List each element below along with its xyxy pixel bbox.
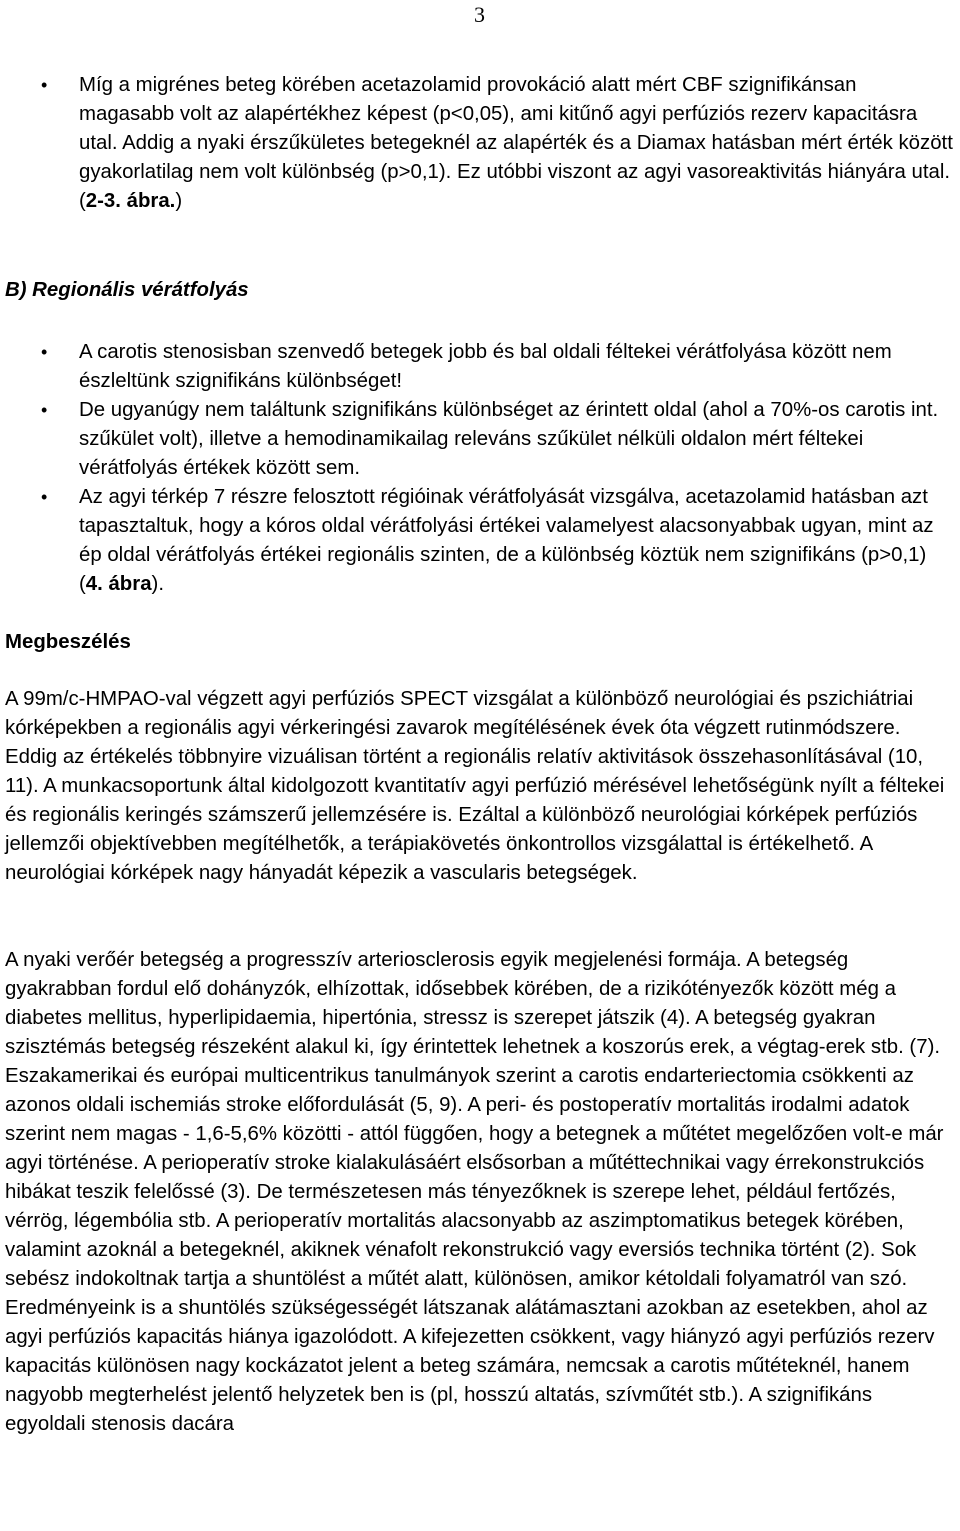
page-number: 3 (474, 2, 485, 27)
figure-reference: 2-3. ábra. (85, 190, 176, 212)
bullet-text: A carotis stenosisban szenvedő betegek jobb és bal oldali féltekei vérátfolyása között nem észleltünk szignifikáns különbséget! (79, 341, 892, 392)
bullet-text: Az agyi térkép 7 részre felosztott régióinak vérátfolyását vizsgálva, acetazolamid hatásban azt tapasztaltuk, hogy a kóros oldal vérátfolyási értékei valamelyest alacsonyabbak ugyan, mint az ép oldal vérátfolyás értékei regionális szinten, de a különbség köztük nem szignifikáns (p>0,1) ( (79, 486, 934, 595)
bullet-text-end: ) (175, 190, 183, 212)
bullet-icon: • (41, 400, 48, 420)
result-list-b (0, 338, 955, 599)
section-heading-discussion: Megbeszélés (5, 631, 131, 653)
bullet-icon: • (41, 342, 48, 362)
list-item (0, 396, 955, 483)
bullet-text: De ugyanúgy nem találtunk szignifikáns különbséget az érintett oldal (ahol a 70%-os carotis int. szűkület volt), illetve a hemodinamikailag releváns szűkület nélküli oldalon mért féltekei vérátfolyás értékek között sem. (79, 399, 939, 479)
discussion-paragraph-2: A nyaki verőér betegség a progresszív arteriosclerosis egyik megjelenési formája. A betegség gyakrabban fordul elő dohányzók, elhízottak, idősebbek körében, de a rizikótényezők között még a diabetes mellitus, hyperlipidaemia, hipertónia, stressz is szerepet játszik (4). A betegség gyakran szisztémás betegség részeként alakul ki, így érintettek lehetnek a koszorús erek, a végtag-erek stb. (7). Eszakamerikai és európai multicentrikus tanulmányok szerint a carotis endarteriectomia csökkenti az azonos oldali ischemiás stroke előfordulását (5, 9). A peri- és postoperatív mortalitás irodalmi adatok szerint nem magas - 1,6-5,6% közötti - attól függően, hogy a betegnek a műtétet megelőzően volt-e már agyi történése. A perioperatív stroke kialakulásáért elsősorban a műtéttechnikai vagy érrekonstrukciós hibákat teszik felelőssé (3). De természetesen más tényezőknek is szerepe lehet, például fertőzés, vérrög, légembólia stb. A perioperatív mortalitás alacsonyabb az aszimptomatikus betegek körében, valamint azoknál a betegeknél, akiknek vénafolt rekonstrukció vagy eversiós technika történt (2). Sok sebész indokoltnak tartja a shuntölést a műtét alatt, különösen, amikor kétoldali folyamatról van szó. Eredményeink is a shuntölés szükségességét látszanak alátámasztani azokban az esetekben, ahol az agyi perfúziós kapacitás hiánya igazolódott. A kifejezetten csökkent, vagy hiányzó agyi perfúziós rezerv kapacitás különösen nagy kockázatot jelent a beteg számára, nemcsak a carotis műtéteknél, hanem nagyobb megterhelést jelentő helyzetek ben is (pl, hosszú altatás, szívműtét stb.). A szignifikáns egyoldali stenosis dacára (5, 949, 944, 1435)
section-heading-regional: B) Regionális vérátfolyás (5, 279, 249, 301)
bullet-icon: • (41, 487, 48, 507)
discussion-paragraph-1: A 99m/c-HMPAO-val végzett agyi perfúziós SPECT vizsgálat a különböző neurológiai és pszichiátriai kórképekben a regionális agyi vérkeringési zavarok megítélésének évek óta végzett rutinmódszere. Eddig az értékelés többnyire vizuálisan történt a regionális relatív aktivitások összehasonlításával (10, 11). A munkacsoportunk által kidolgozott kvantitatív agyi perfúzió mérésével lehetőségünk nyílt a féltekei és regionális keringés számszerű jellemzésére is. Ezáltal a különböző neurológiai kórképek perfúziós jellemzői objektívebben megítélhetők, a terápiakövetés önkontrollos vizsgálattal is értékelhető. A neurológiai kórképek nagy hányadát képezik a vascularis betegségek. (5, 688, 945, 884)
result-list-a (0, 71, 955, 216)
bullet-icon: • (41, 75, 48, 95)
list-item (0, 338, 955, 396)
figure-reference: 4. ábra (85, 573, 152, 595)
bullet-text-end: ). (151, 573, 165, 595)
list-item (0, 483, 955, 599)
list-item (0, 71, 955, 216)
bullet-text: Míg a migrénes beteg körében acetazolamid provokáció alatt mért CBF szignifikánsan magasabb volt az alapértékhez képest (p<0,05), ami kitűnő agyi perfúziós rezerv kapacitásra utal. Addig a nyaki érszűkületes betegeknél az alapérték és a Diamax hatásban mért érték között gyakorlatilag nem volt különbség (p>0,1). Ez utóbbi viszont az agyi vasoreaktivitás hiányára utal. ( (79, 74, 953, 212)
